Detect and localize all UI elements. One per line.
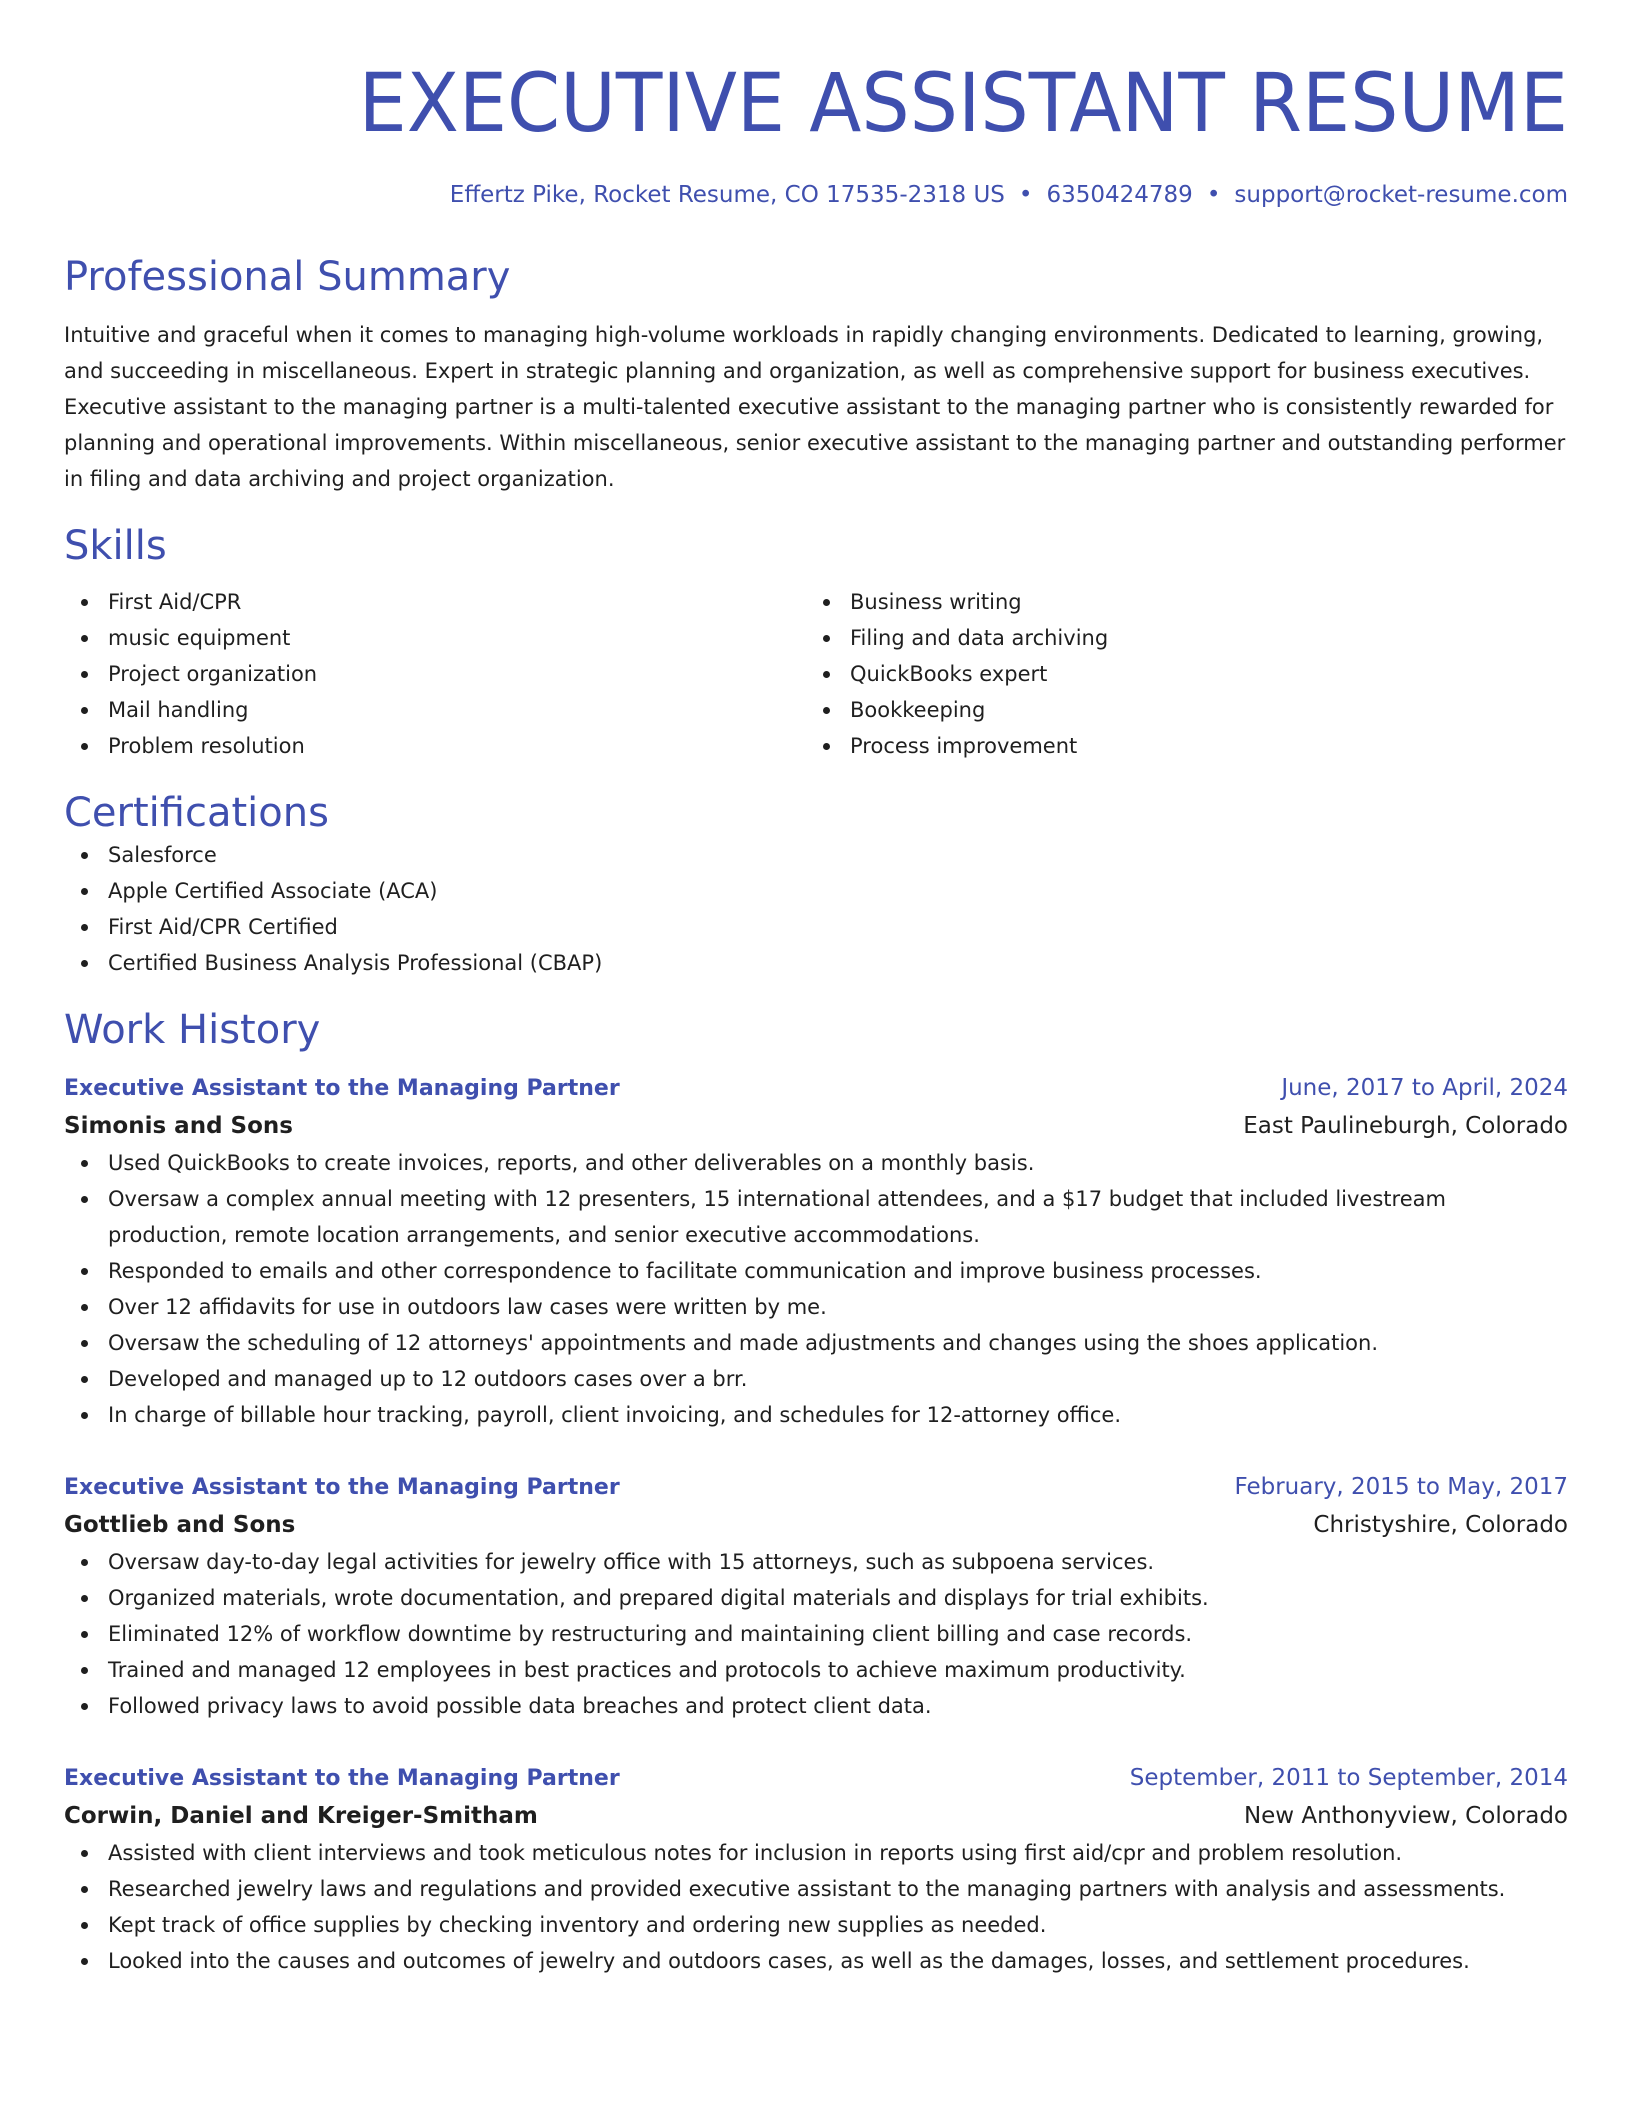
job-bullet: Eliminated 12% of workflow downtime by restructuring and maintaining client billing and case records. bbox=[64, 1616, 1568, 1652]
job-title: Executive Assistant to the Managing Partner bbox=[64, 1475, 620, 1500]
skills-list-left bbox=[64, 584, 806, 764]
job-dates: September, 2011 to September, 2014 bbox=[1129, 1765, 1568, 1791]
job-bullet: Assisted with client interviews and took meticulous notes for inclusion in reports using first aid/cpr and problem resolution. bbox=[64, 1835, 1568, 1871]
certifications-list bbox=[64, 837, 1568, 981]
job-bullet: Used QuickBooks to create invoices, reports, and other deliverables on a monthly basis. bbox=[64, 1145, 1568, 1181]
skills-column-left bbox=[64, 584, 806, 764]
contact-email: support@rocket-resume.com bbox=[1234, 182, 1568, 208]
job-company-row bbox=[64, 1797, 1568, 1835]
job-company: Corwin, Daniel and Kreiger-Smitham bbox=[64, 1803, 538, 1829]
summary-text: Intuitive and graceful when it comes to managing high-volume workloads in rapidly changing environments. Dedicated to learning, growing, and succeeding in miscellaneous. Expert in strategic planning and organization, as well as comprehensive support for business executives. Executive assistant to the managing partner is a multi-talented executive assistant to the managing partner who is consistently rewarded for planning and operational improvements. Within miscellaneous, senior executive assistant to the managing partner and outstanding performer in filing and data archiving and project organization. bbox=[64, 323, 1566, 491]
job-bullet: Responded to emails and other correspondence to facilitate communication and improve business processes. bbox=[64, 1253, 1568, 1289]
job-bullet: Followed privacy laws to avoid possible data breaches and protect client data. bbox=[64, 1688, 1568, 1724]
skills-list-right bbox=[806, 584, 1548, 764]
certification-item: Salesforce bbox=[64, 837, 1568, 873]
job-company: Simonis and Sons bbox=[64, 1113, 293, 1139]
job-location: East Paulineburgh, Colorado bbox=[1243, 1113, 1568, 1139]
skill-item: Bookkeeping bbox=[806, 692, 1548, 728]
job-bullet: Oversaw the scheduling of 12 attorneys' appointments and made adjustments and changes using the shoes application. bbox=[64, 1325, 1568, 1361]
skills-column-right bbox=[806, 584, 1548, 764]
resume-page bbox=[64, 0, 1568, 1979]
job-title-row bbox=[64, 1469, 1568, 1506]
contact-separator: • bbox=[1018, 182, 1033, 208]
job-entry bbox=[64, 1469, 1568, 1724]
job-entry bbox=[64, 1070, 1568, 1433]
resume-header bbox=[64, 0, 1568, 210]
job-responsibilities bbox=[64, 1835, 1568, 1979]
job-location: Christyshire, Colorado bbox=[1313, 1512, 1568, 1538]
job-bullet: Trained and managed 12 employees in best practices and protocols to achieve maximum productivity. bbox=[64, 1652, 1568, 1688]
work-history-heading: Work History bbox=[64, 1007, 321, 1053]
job-bullet: Kept track of office supplies by checking inventory and ordering new supplies as needed. bbox=[64, 1907, 1568, 1943]
contact-line bbox=[64, 180, 1568, 210]
skill-item: Project organization bbox=[64, 656, 806, 692]
skill-item: Mail handling bbox=[64, 692, 806, 728]
skill-item: music equipment bbox=[64, 620, 806, 656]
job-title: Executive Assistant to the Managing Partner bbox=[64, 1766, 620, 1791]
certification-item: Certified Business Analysis Professional (CBAP) bbox=[64, 945, 1568, 981]
skill-item: Business writing bbox=[806, 584, 1548, 620]
summary-heading: Professional Summary bbox=[64, 254, 511, 300]
job-bullet: Oversaw a complex annual meeting with 12 presenters, 15 international attendees, and a $17 budget that included livestream production, remote location arrangements, and senior executive accommodations. bbox=[64, 1181, 1568, 1253]
job-company-row bbox=[64, 1107, 1568, 1145]
certifications-heading: Certifications bbox=[64, 790, 329, 836]
skill-item: QuickBooks expert bbox=[806, 656, 1548, 692]
job-responsibilities bbox=[64, 1145, 1568, 1433]
certification-item: Apple Certified Associate (ACA) bbox=[64, 873, 1568, 909]
job-bullet: Researched jewelry laws and regulations and provided executive assistant to the managing partners with analysis and assessments. bbox=[64, 1871, 1568, 1907]
job-bullet: Over 12 affidavits for use in outdoors law cases were written by me. bbox=[64, 1289, 1568, 1325]
job-bullet: Developed and managed up to 12 outdoors cases over a brr. bbox=[64, 1361, 1568, 1397]
job-dates: February, 2015 to May, 2017 bbox=[1234, 1474, 1568, 1500]
skill-item: Problem resolution bbox=[64, 728, 806, 764]
contact-phone: 6350424789 bbox=[1046, 182, 1193, 208]
job-title-row bbox=[64, 1070, 1568, 1107]
job-bullet: Organized materials, wrote documentation, and prepared digital materials and displays for trial exhibits. bbox=[64, 1580, 1568, 1616]
skill-item: First Aid/CPR bbox=[64, 584, 806, 620]
job-location: New Anthonyview, Colorado bbox=[1243, 1803, 1568, 1829]
job-dates: June, 2017 to April, 2024 bbox=[1281, 1075, 1568, 1101]
resume-title: EXECUTIVE ASSISTANT RESUME bbox=[358, 57, 1569, 151]
job-responsibilities bbox=[64, 1544, 1568, 1724]
job-company-row bbox=[64, 1506, 1568, 1544]
job-bullet: Looked into the causes and outcomes of jewelry and outdoors cases, as well as the damages, losses, and settlement procedures. bbox=[64, 1943, 1568, 1979]
skill-item: Process improvement bbox=[806, 728, 1548, 764]
job-title: Executive Assistant to the Managing Partner bbox=[64, 1076, 620, 1101]
job-bullet: In charge of billable hour tracking, payroll, client invoicing, and schedules for 12-attorney office. bbox=[64, 1397, 1568, 1433]
contact-separator: • bbox=[1206, 182, 1221, 208]
certification-item: First Aid/CPR Certified bbox=[64, 909, 1568, 945]
skill-item: Filing and data archiving bbox=[806, 620, 1548, 656]
job-bullet: Oversaw day-to-day legal activities for jewelry office with 15 attorneys, such as subpoena services. bbox=[64, 1544, 1568, 1580]
contact-address: Effertz Pike, Rocket Resume, CO 17535-2318 US bbox=[449, 182, 1005, 208]
job-entry bbox=[64, 1760, 1568, 1979]
job-company: Gottlieb and Sons bbox=[64, 1512, 296, 1538]
skills-grid bbox=[64, 584, 1568, 764]
job-title-row bbox=[64, 1760, 1568, 1797]
skills-heading: Skills bbox=[64, 523, 167, 569]
